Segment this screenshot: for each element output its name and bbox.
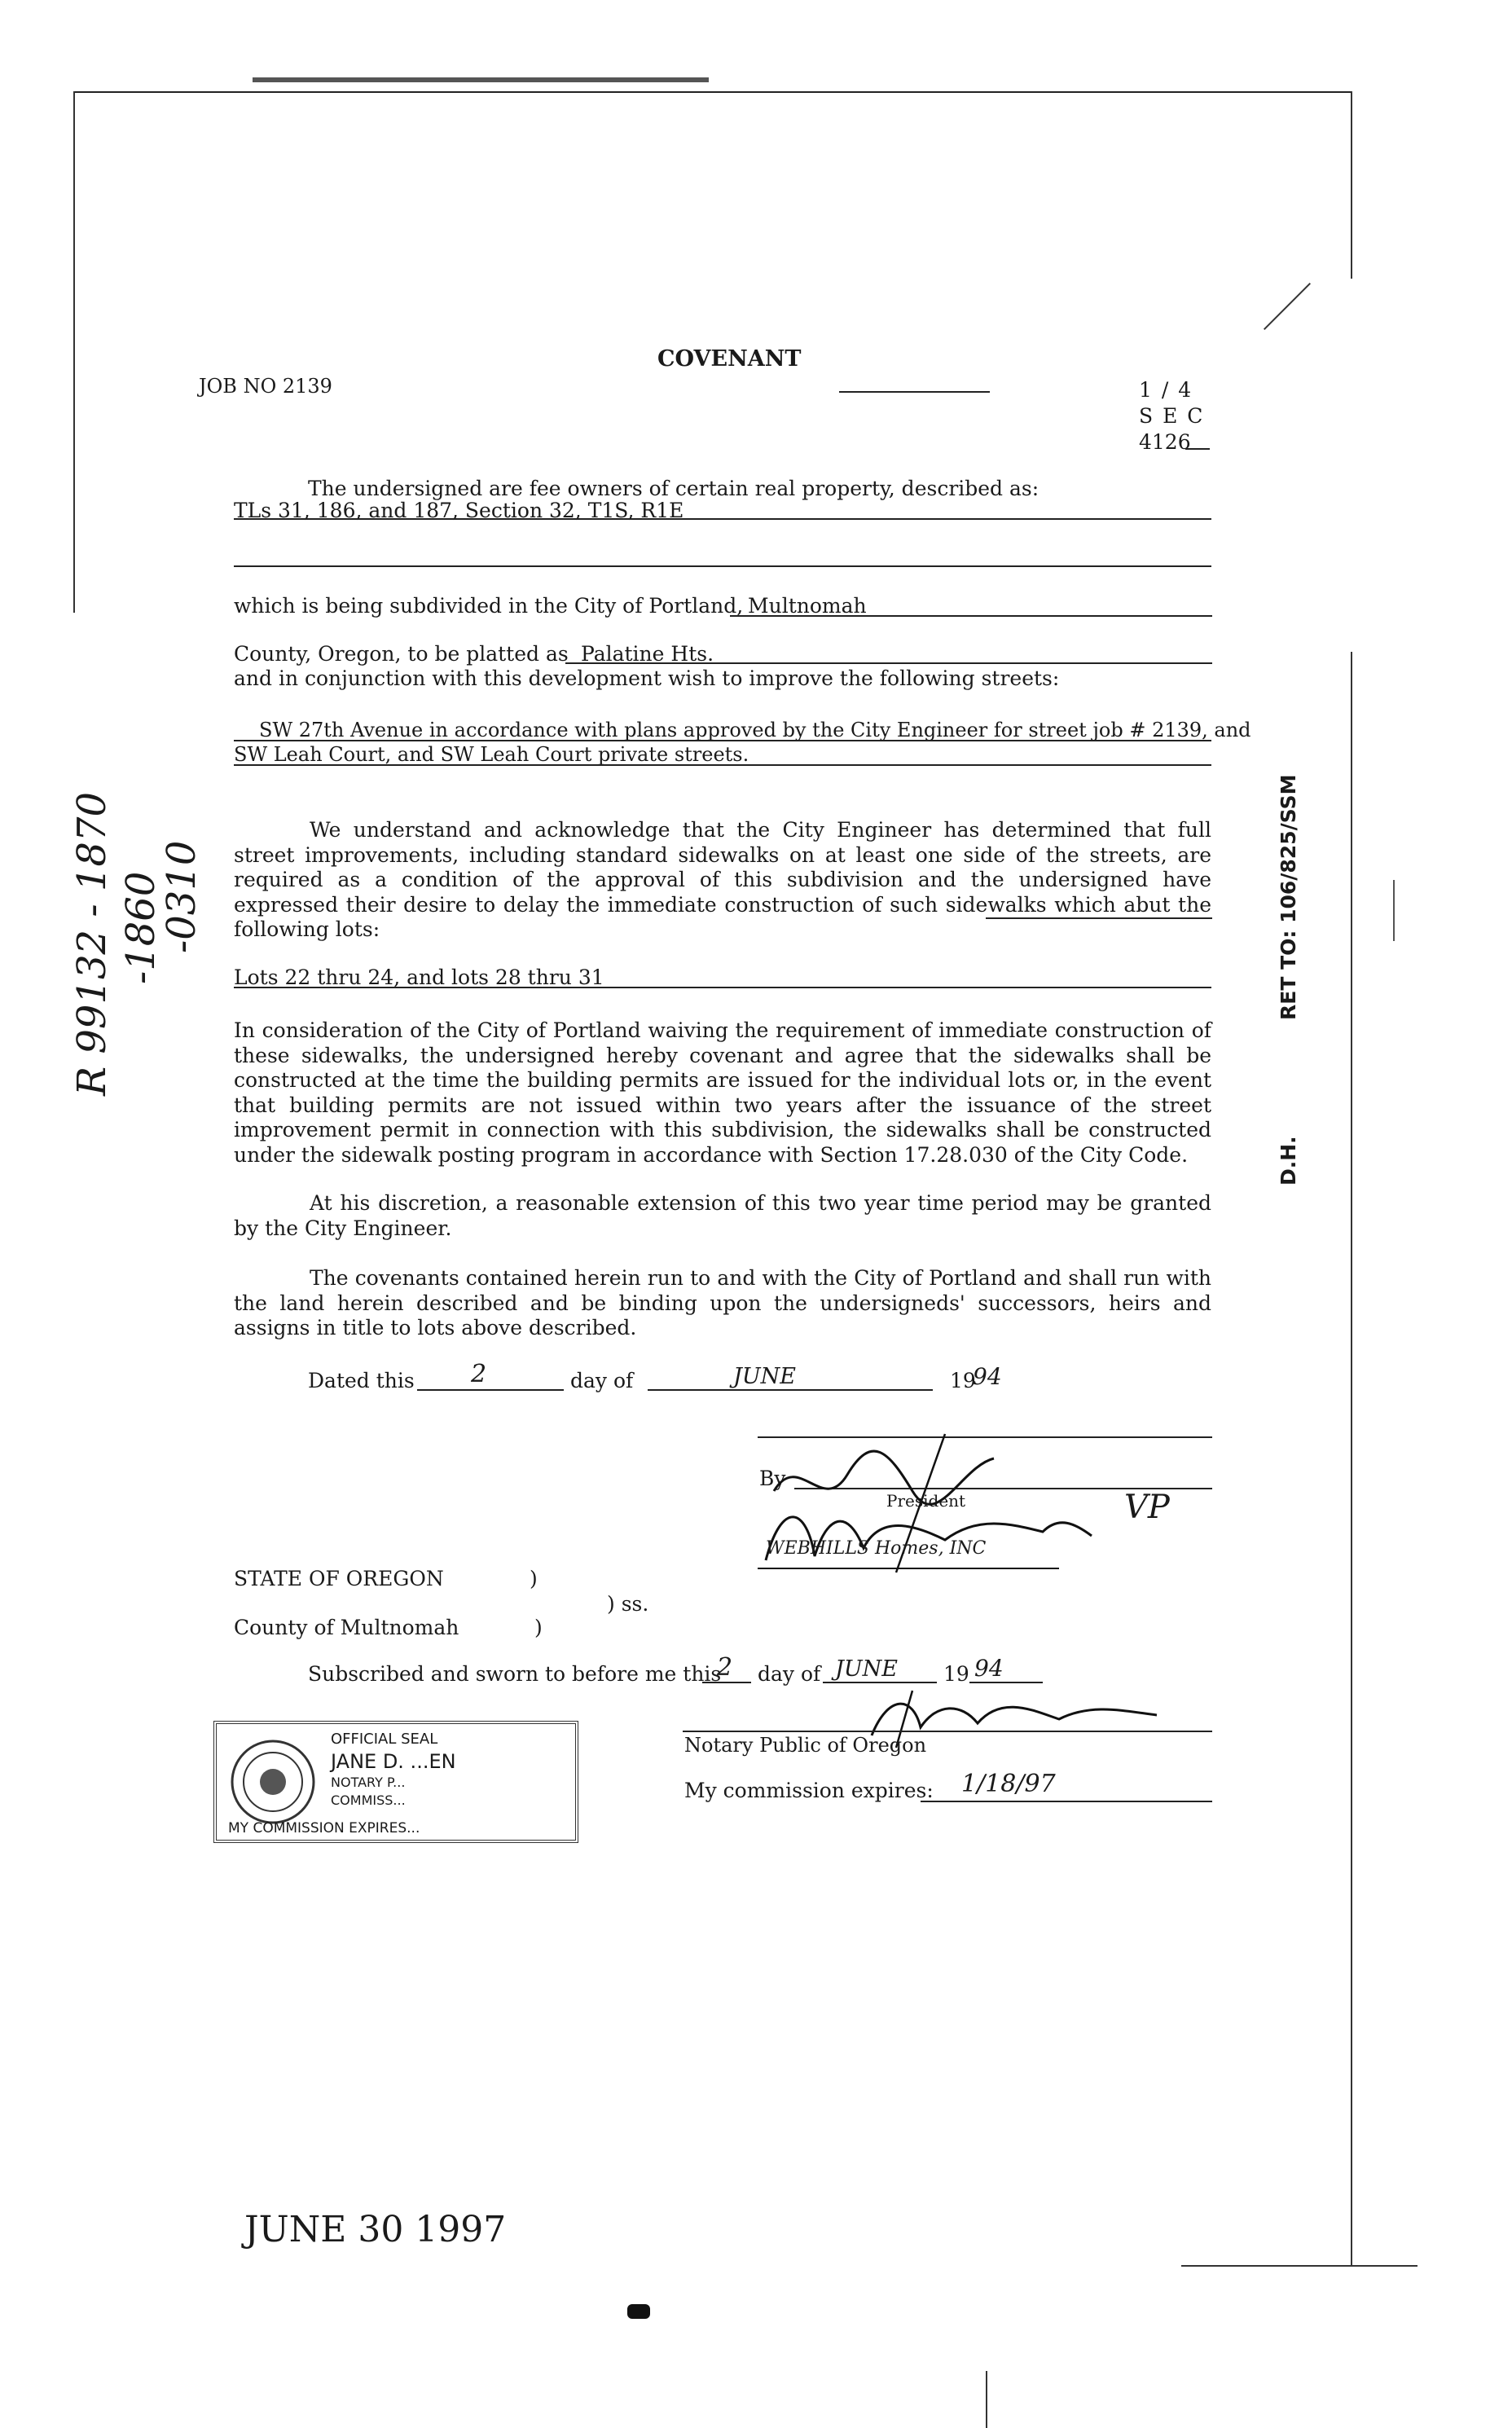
subscribed-month-line: [823, 1682, 937, 1683]
notary-seal: [213, 1721, 578, 1843]
county-name-line: [730, 615, 1212, 617]
return-stamp: RET TO: 106/825/SSM: [1277, 774, 1300, 1020]
subscribed-year-line: [969, 1682, 1043, 1683]
dated-year-prefix: 19: [950, 1369, 976, 1392]
file-number-1: R 99132 - 1870: [69, 792, 115, 1096]
company-name: WEBHILLS Homes, INC: [766, 1538, 987, 1559]
streets-line-1: SW 27th Avenue in accordance with plans approved by the City Engineer for street job # 2139, and: [259, 719, 1251, 741]
subscribed-month: JUNE: [835, 1656, 898, 1682]
file-number-3: -0310: [159, 840, 204, 953]
by-label: By: [759, 1467, 786, 1490]
lots-list: Lots 22 thru 24, and lots 28 thru 31: [234, 965, 604, 989]
lots-list-line: [234, 987, 1211, 988]
property-description-line-2: [234, 565, 1211, 567]
property-description: TLs 31, 186, and 187, Section 32, T1S, R1E: [234, 499, 684, 522]
subscribed-year-suffix: 94: [974, 1655, 1004, 1682]
plat-name: Palatine Hts.: [581, 642, 714, 666]
stray-line-right: [1393, 880, 1395, 941]
document-title: COVENANT: [657, 346, 802, 372]
property-intro: The undersigned are fee owners of certain real property, described as:: [308, 477, 1040, 500]
dated-day: 2: [471, 1360, 487, 1388]
initials-stamp: D.H.: [1277, 1136, 1300, 1185]
subscribed-day: 2: [717, 1653, 733, 1682]
subdivided-text: which is being subdivided in the City of Portland,: [234, 594, 744, 618]
seal-line-4: COMMISS...: [331, 1792, 406, 1808]
stray-tick: [986, 2371, 987, 2428]
stray-mark: [627, 2304, 650, 2319]
county-name: Multnomah: [748, 594, 867, 618]
signer-title: VP: [1124, 1489, 1170, 1526]
title-blank-line: [839, 391, 990, 393]
dated-month: JUNE: [733, 1364, 796, 1389]
ss-label: ) ss.: [607, 1592, 649, 1616]
commission-date: 1/18/97: [961, 1770, 1056, 1798]
seal-line-2: JANE D. ...EN: [331, 1750, 456, 1773]
state-label: STATE OF OREGON: [234, 1567, 444, 1590]
subscribed-label: Subscribed and sworn to before me this: [308, 1662, 722, 1686]
job-number: JOB NO 2139: [199, 375, 332, 398]
platted-text: County, Oregon, to be platted as: [234, 642, 569, 666]
subscribed-year-prefix: 19: [943, 1662, 969, 1686]
commission-label: My commission expires:: [684, 1779, 934, 1802]
dated-label: Dated this: [308, 1369, 415, 1392]
section-number-underline: [1185, 448, 1210, 450]
plat-name-line: [565, 662, 1212, 664]
section-label: S E C: [1139, 404, 1205, 428]
streets-line-2: SW Leah Court, and SW Leah Court private streets.: [234, 743, 749, 766]
seal-line-3: NOTARY P...: [331, 1775, 406, 1790]
dated-month-line: [648, 1389, 933, 1391]
seal-line-1: OFFICIAL SEAL: [331, 1731, 438, 1748]
streets-intro: and in conjunction with this development wish to improve the following streets:: [234, 666, 1060, 690]
president-label: President: [886, 1491, 966, 1511]
commission-date-line: [921, 1801, 1212, 1802]
seal-line-5: MY COMMISSION EXPIRES...: [228, 1820, 420, 1836]
county-paren: ): [534, 1616, 543, 1639]
seal-emblem: [228, 1737, 318, 1827]
county-label: County of Multnomah: [234, 1616, 459, 1639]
streets-line-1-underline: [234, 740, 1211, 741]
streets-line-2-underline: [234, 764, 1211, 766]
footer-date: JUNE 30 1997: [244, 2209, 507, 2250]
acknowledge-lots-blank: [986, 917, 1212, 919]
property-description-line: [234, 518, 1211, 520]
section-number: 4126: [1139, 430, 1191, 454]
state-paren: ): [530, 1567, 538, 1590]
covenants-paragraph: The covenants contained herein run to and with the City of Portland and shall run with the land herein described and be binding upon the undersigneds' successors, heirs and assigns in title to lots above described.: [234, 1266, 1211, 1339]
quarter-section: 1 / 4: [1139, 378, 1193, 402]
file-number-2: -1860: [118, 871, 164, 984]
acknowledge-paragraph: We understand and acknowledge that the City Engineer has determined that full street improvements, including standard sidewalks on at least one side of the streets, are required as a condition of the approval of this subdivision and the undersigned have expressed their desire to delay the immediate construction of such sidewalks which abut the following lots:: [234, 818, 1211, 941]
consideration-paragraph: In consideration of the City of Portland waiving the requirement of immediate construction of these sidewalks, the undersigned hereby covenant and agree that the sidewalks shall be constructed at the time the building permits are issued for the individual lots or, in the event that building permits are not issued within two years after the issuance of the street improvement permit in connection with this subdivision, the sidewalks shall be constructed under the sidewalk posting program in accordance with Section 17.28.030 of the City Code.: [234, 1018, 1211, 1167]
dated-year-suffix: 94: [973, 1363, 1002, 1390]
notary-signature-line: [683, 1731, 1212, 1732]
extension-paragraph: At his discretion, a reasonable extension of this two year time period may be granted by the City Engineer.: [234, 1191, 1211, 1240]
subscribed-day-line: [702, 1682, 751, 1683]
notary-label: Notary Public of Oregon: [684, 1734, 927, 1757]
subscribed-day-of: day of: [758, 1662, 821, 1686]
dated-day-of: day of: [570, 1369, 634, 1392]
dated-day-line: [417, 1389, 564, 1391]
